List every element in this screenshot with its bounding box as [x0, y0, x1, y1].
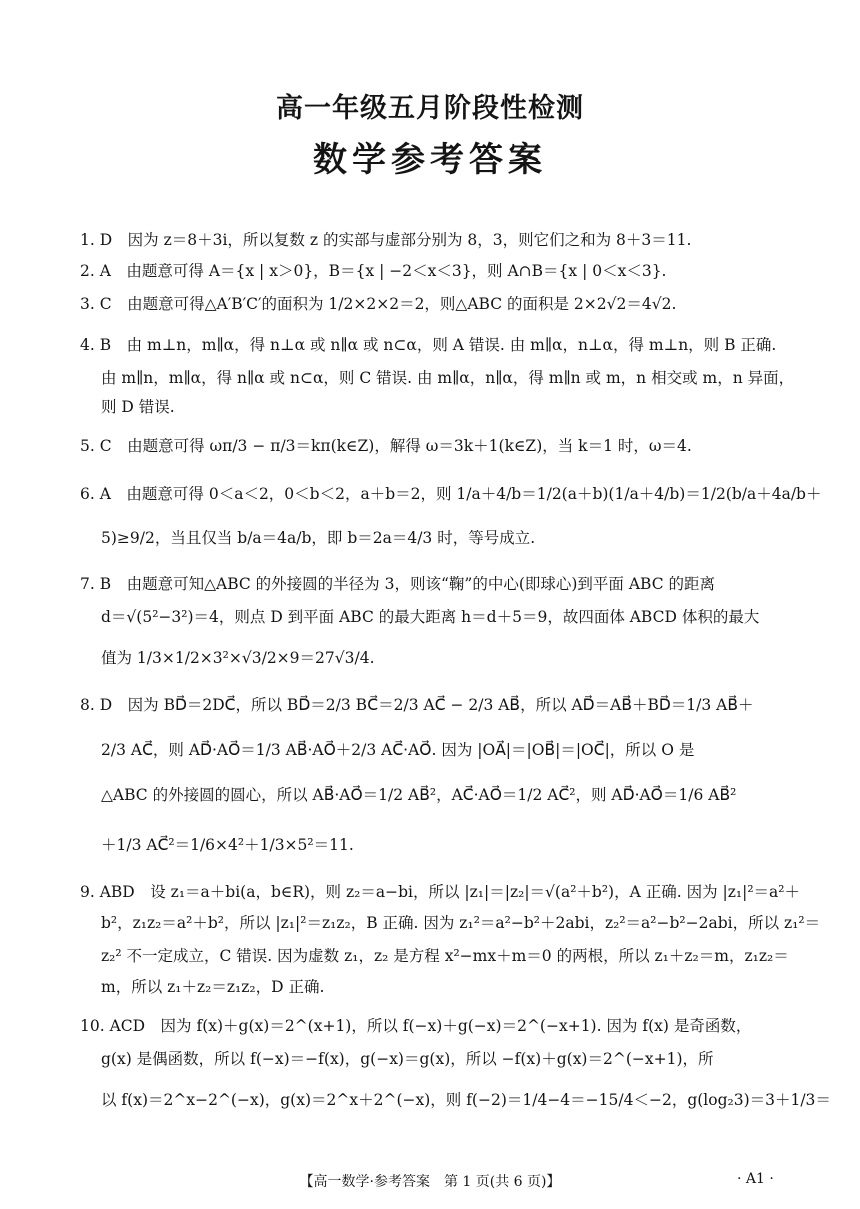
answer-line: △ABC 的外接圆的圆心，所以 AB⃗·AO⃗＝1/2 AB⃗²，AC⃗·AO⃗＝1/2 AC⃗²，则 AD⃗·AO⃗＝1/6 AB⃗²	[101, 786, 737, 804]
answer-line: 则 D 错误.	[101, 398, 175, 416]
answer-line: 2/3 AC⃗，则 AD⃗·AO⃗＝1/3 AB⃗·AO⃗＋2/3 AC⃗·AO⃗. 因为 |OA⃗|＝|OB⃗|＝|OC⃗|，所以 O 是	[101, 741, 695, 759]
answer-line: g(x) 是偶函数，所以 f(−x)＝−f(x)，g(−x)＝g(x)，所以 −f(x)＋g(x)＝2^(−x+1)，所	[101, 1050, 714, 1068]
answer-line: d＝√(5²−3²)＝4，则点 D 到平面 ABC 的最大距离 h＝d＋5＝9，故四面体 ABCD 体积的最大	[101, 608, 760, 626]
answer-line: 以 f(x)＝2^x−2^(−x)，g(x)＝2^x＋2^(−x)，则 f(−2)＝1/4−4＝−15/4＜−2，g(log₂3)＝3＋1/3＝	[101, 1091, 831, 1109]
answer-line: 4. B 由 m⊥n，m∥α，得 n⊥α 或 n∥α 或 n⊂α，则 A 错误. 由 m∥α，n⊥α，得 m⊥n，则 B 正确.	[80, 336, 777, 354]
answer-line: 10. ACD 因为 f(x)＋g(x)＝2^(x+1)，所以 f(−x)＋g(−x)＝2^(−x+1). 因为 f(x) 是奇函数，	[80, 1017, 752, 1035]
answer-line: 2. A 由题意可得 A＝{x | x＞0}，B＝{x | −2＜x＜3}，则 A∩B＝{x | 0＜x＜3}.	[80, 262, 667, 280]
answer-line: 5)≥9/2，当且仅当 b/a＝4a/b，即 b＝2a＝4/3 时，等号成立.	[101, 529, 536, 547]
answer-line: 5. C 由题意可得 ωπ/3 − π/3＝kπ(k∈Z)，解得 ω＝3k＋1(k∈Z)，当 k＝1 时，ω＝4.	[80, 437, 692, 455]
answer-key-title: 数学参考答案	[313, 140, 547, 180]
answer-line: m，所以 z₁＋z₂＝z₁z₂，D 正确.	[101, 978, 325, 996]
answer-line: z₂² 不一定成立，C 错误. 因为虚数 z₁，z₂ 是方程 x²−mx＋m＝0 的两根，所以 z₁＋z₂＝m，z₁z₂＝	[101, 947, 789, 965]
answer-line: 3. C 由题意可得△A′B′C′的面积为 1/2×2×2＝2，则△ABC 的面积是 2×2√2＝4√2.	[80, 295, 677, 313]
answer-line: 8. D 因为 BD⃗＝2DC⃗，所以 BD⃗＝2/3 BC⃗＝2/3 AC⃗ − 2/3 AB⃗，所以 AD⃗＝AB⃗＋BD⃗＝1/3 AB⃗＋	[80, 696, 754, 714]
answer-line: 由 m∥n，m∥α，得 n∥α 或 n⊂α，则 C 错误. 由 m∥α，n∥α，得 m∥n 或 m，n 相交或 m，n 异面，	[101, 369, 795, 387]
answer-line: 7. B 由题意可知△ABC 的外接圆的半径为 3，则该“鞠”的中心(即球心)到平面 ABC 的距离	[80, 575, 716, 593]
answer-line: ＋1/3 AC⃗²＝1/6×4²＋1/3×5²＝11.	[101, 836, 354, 854]
answer-line: 6. A 由题意可得 0＜a＜2，0＜b＜2，a＋b＝2，则 1/a＋4/b＝1/2(a＋b)(1/a＋4/b)＝1/2(b/a＋4a/b＋	[80, 485, 822, 503]
exam-title: 高一年级五月阶段性检测	[276, 93, 584, 124]
answer-line: 1. D 因为 z＝8＋3i，所以复数 z 的实部与虚部分别为 8，3，则它们之和为 8＋3＝11.	[80, 231, 692, 249]
sheet-code: · A1 ·	[737, 1171, 774, 1187]
answer-line: b²，z₁z₂＝a²＋b²，所以 |z₁|²＝z₁z₂，B 正确. 因为 z₁²＝a²−b²＋2abi，z₂²＝a²−b²−2abi，所以 z₁²＝	[101, 914, 821, 932]
answer-line: 值为 1/3×1/2×3²×√3/2×9＝27√3/4.	[101, 649, 375, 667]
page-footer: 【高一数学·参考答案 第 1 页(共 6 页)】	[299, 1174, 561, 1190]
answer-line: 9. ABD 设 z₁＝a＋bi(a，b∈R)，则 z₂＝a−bi，所以 |z₁|＝|z₂|＝√(a²＋b²)，A 正确. 因为 |z₁|²＝a²＋	[80, 883, 801, 901]
